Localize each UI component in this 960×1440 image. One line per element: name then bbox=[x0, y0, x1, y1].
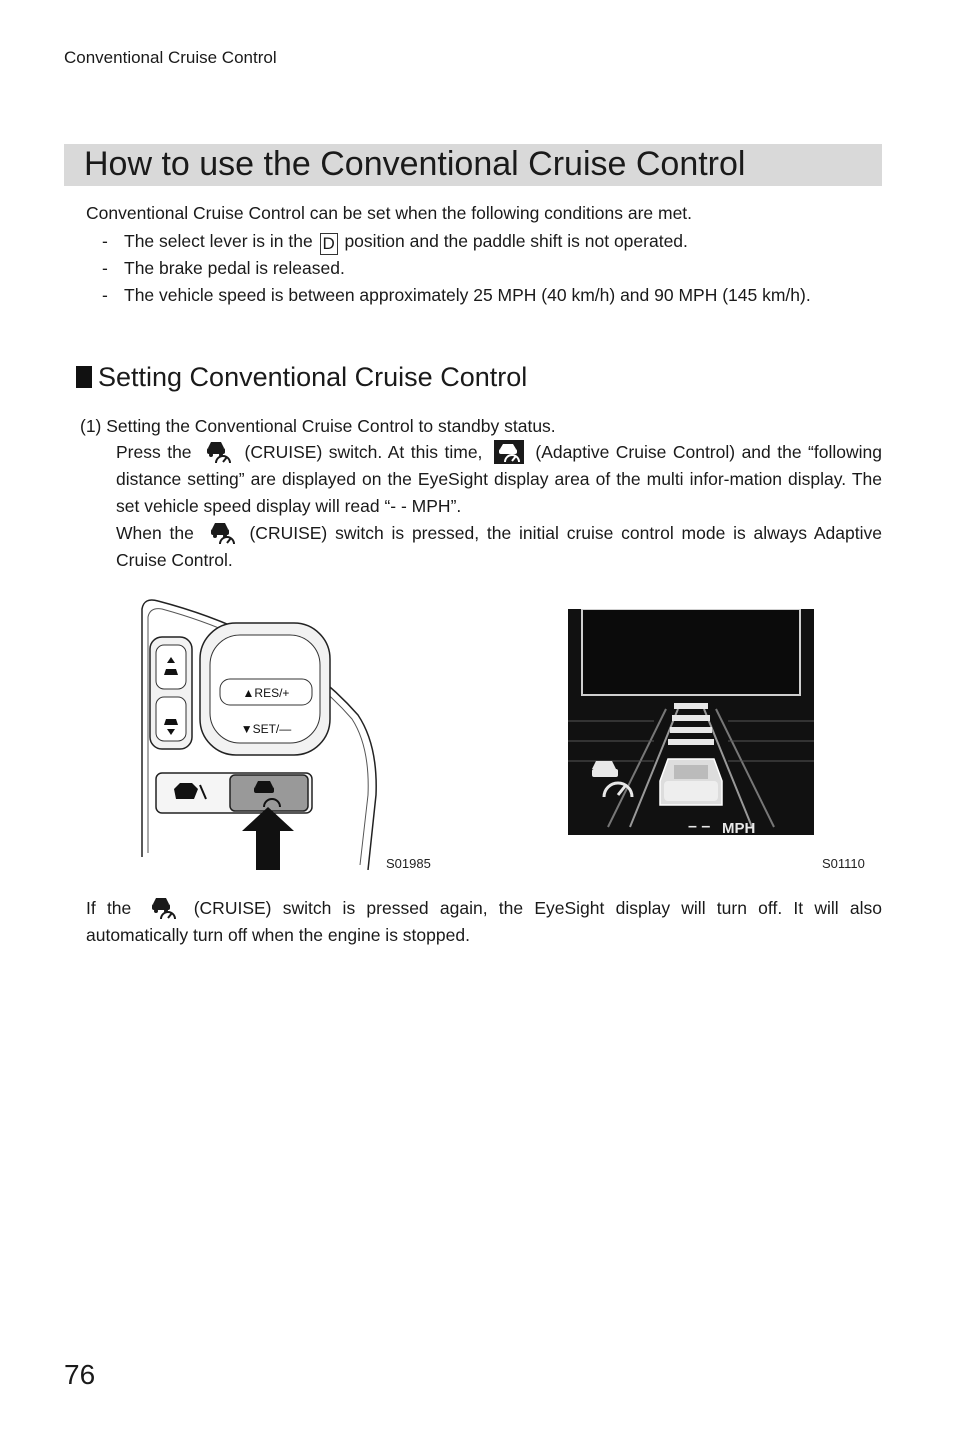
intro-text: Conventional Cruise Control can be set when the following conditions are met. bbox=[86, 203, 693, 223]
paragraph-text: If the bbox=[86, 898, 132, 918]
figure-caption-right: S01110 bbox=[822, 856, 865, 871]
condition-item bbox=[102, 282, 882, 336]
cruise-switch-icon bbox=[206, 521, 238, 545]
paragraph-text: When the bbox=[116, 523, 194, 543]
footer-note bbox=[86, 895, 882, 949]
paragraph-text: (CRUISE) switch. At this time, bbox=[244, 442, 483, 462]
steering-switch-figure bbox=[138, 595, 468, 870]
speed-dashes: – – bbox=[688, 818, 711, 835]
paragraph-text: (CRUISE) switch is pressed, the initial cruise control mode is always Adaptive Cruise Control. bbox=[116, 523, 882, 570]
section-title-bar bbox=[64, 144, 882, 186]
step-paragraph-1 bbox=[116, 439, 882, 520]
step-label: (1) Setting the Conventional Cruise Control to standby status. bbox=[80, 416, 556, 436]
cruise-switch-icon bbox=[147, 896, 179, 920]
running-header: Conventional Cruise Control bbox=[64, 48, 277, 67]
set-button-label: ▼SET/— bbox=[240, 722, 292, 736]
condition-dash: - bbox=[102, 231, 108, 251]
res-button-label: ▲RES/+ bbox=[242, 686, 290, 700]
paragraph-text: Press the bbox=[116, 442, 192, 462]
condition-text: The vehicle speed is between approximately 25 MPH (40 km/h) and 90 MPH (145 km/h). bbox=[124, 285, 811, 305]
condition-text bbox=[124, 228, 882, 255]
section-title: How to use the Conventional Cruise Control bbox=[84, 145, 746, 183]
eyesight-display-figure bbox=[568, 609, 814, 835]
figure-caption-left: S01985 bbox=[386, 856, 431, 871]
d-position-badge: D bbox=[320, 233, 338, 255]
condition-item bbox=[102, 228, 882, 255]
adaptive-cruise-icon bbox=[493, 440, 525, 464]
subsection-title bbox=[76, 362, 527, 393]
paragraph-text: (CRUISE) switch is pressed again, the EyeSight display will turn off. It will also automatically turn off when the engine is stopped. bbox=[86, 898, 882, 945]
speed-unit: MPH bbox=[722, 820, 756, 835]
subsection-title-text: Setting Conventional Cruise Control bbox=[98, 362, 528, 392]
condition-dash: - bbox=[102, 258, 108, 278]
square-bullet-icon bbox=[76, 366, 92, 388]
condition-item bbox=[102, 255, 882, 282]
step-paragraph-2 bbox=[116, 520, 882, 574]
condition-dash: - bbox=[102, 285, 108, 305]
condition-text: The brake pedal is released. bbox=[124, 258, 345, 278]
condition-text-part: The select lever is in the bbox=[124, 231, 313, 251]
page-number: 76 bbox=[64, 1359, 96, 1390]
cruise-switch-icon bbox=[202, 440, 234, 464]
paragraph-text: (Adaptive Cruise Control) and the “following distance setting” are displayed on the EyeSight display area of the multi infor-mation display. The set vehicle speed display will read “- - MPH”. bbox=[116, 442, 882, 516]
condition-text-part: position and the paddle shift is not operated. bbox=[344, 231, 688, 251]
